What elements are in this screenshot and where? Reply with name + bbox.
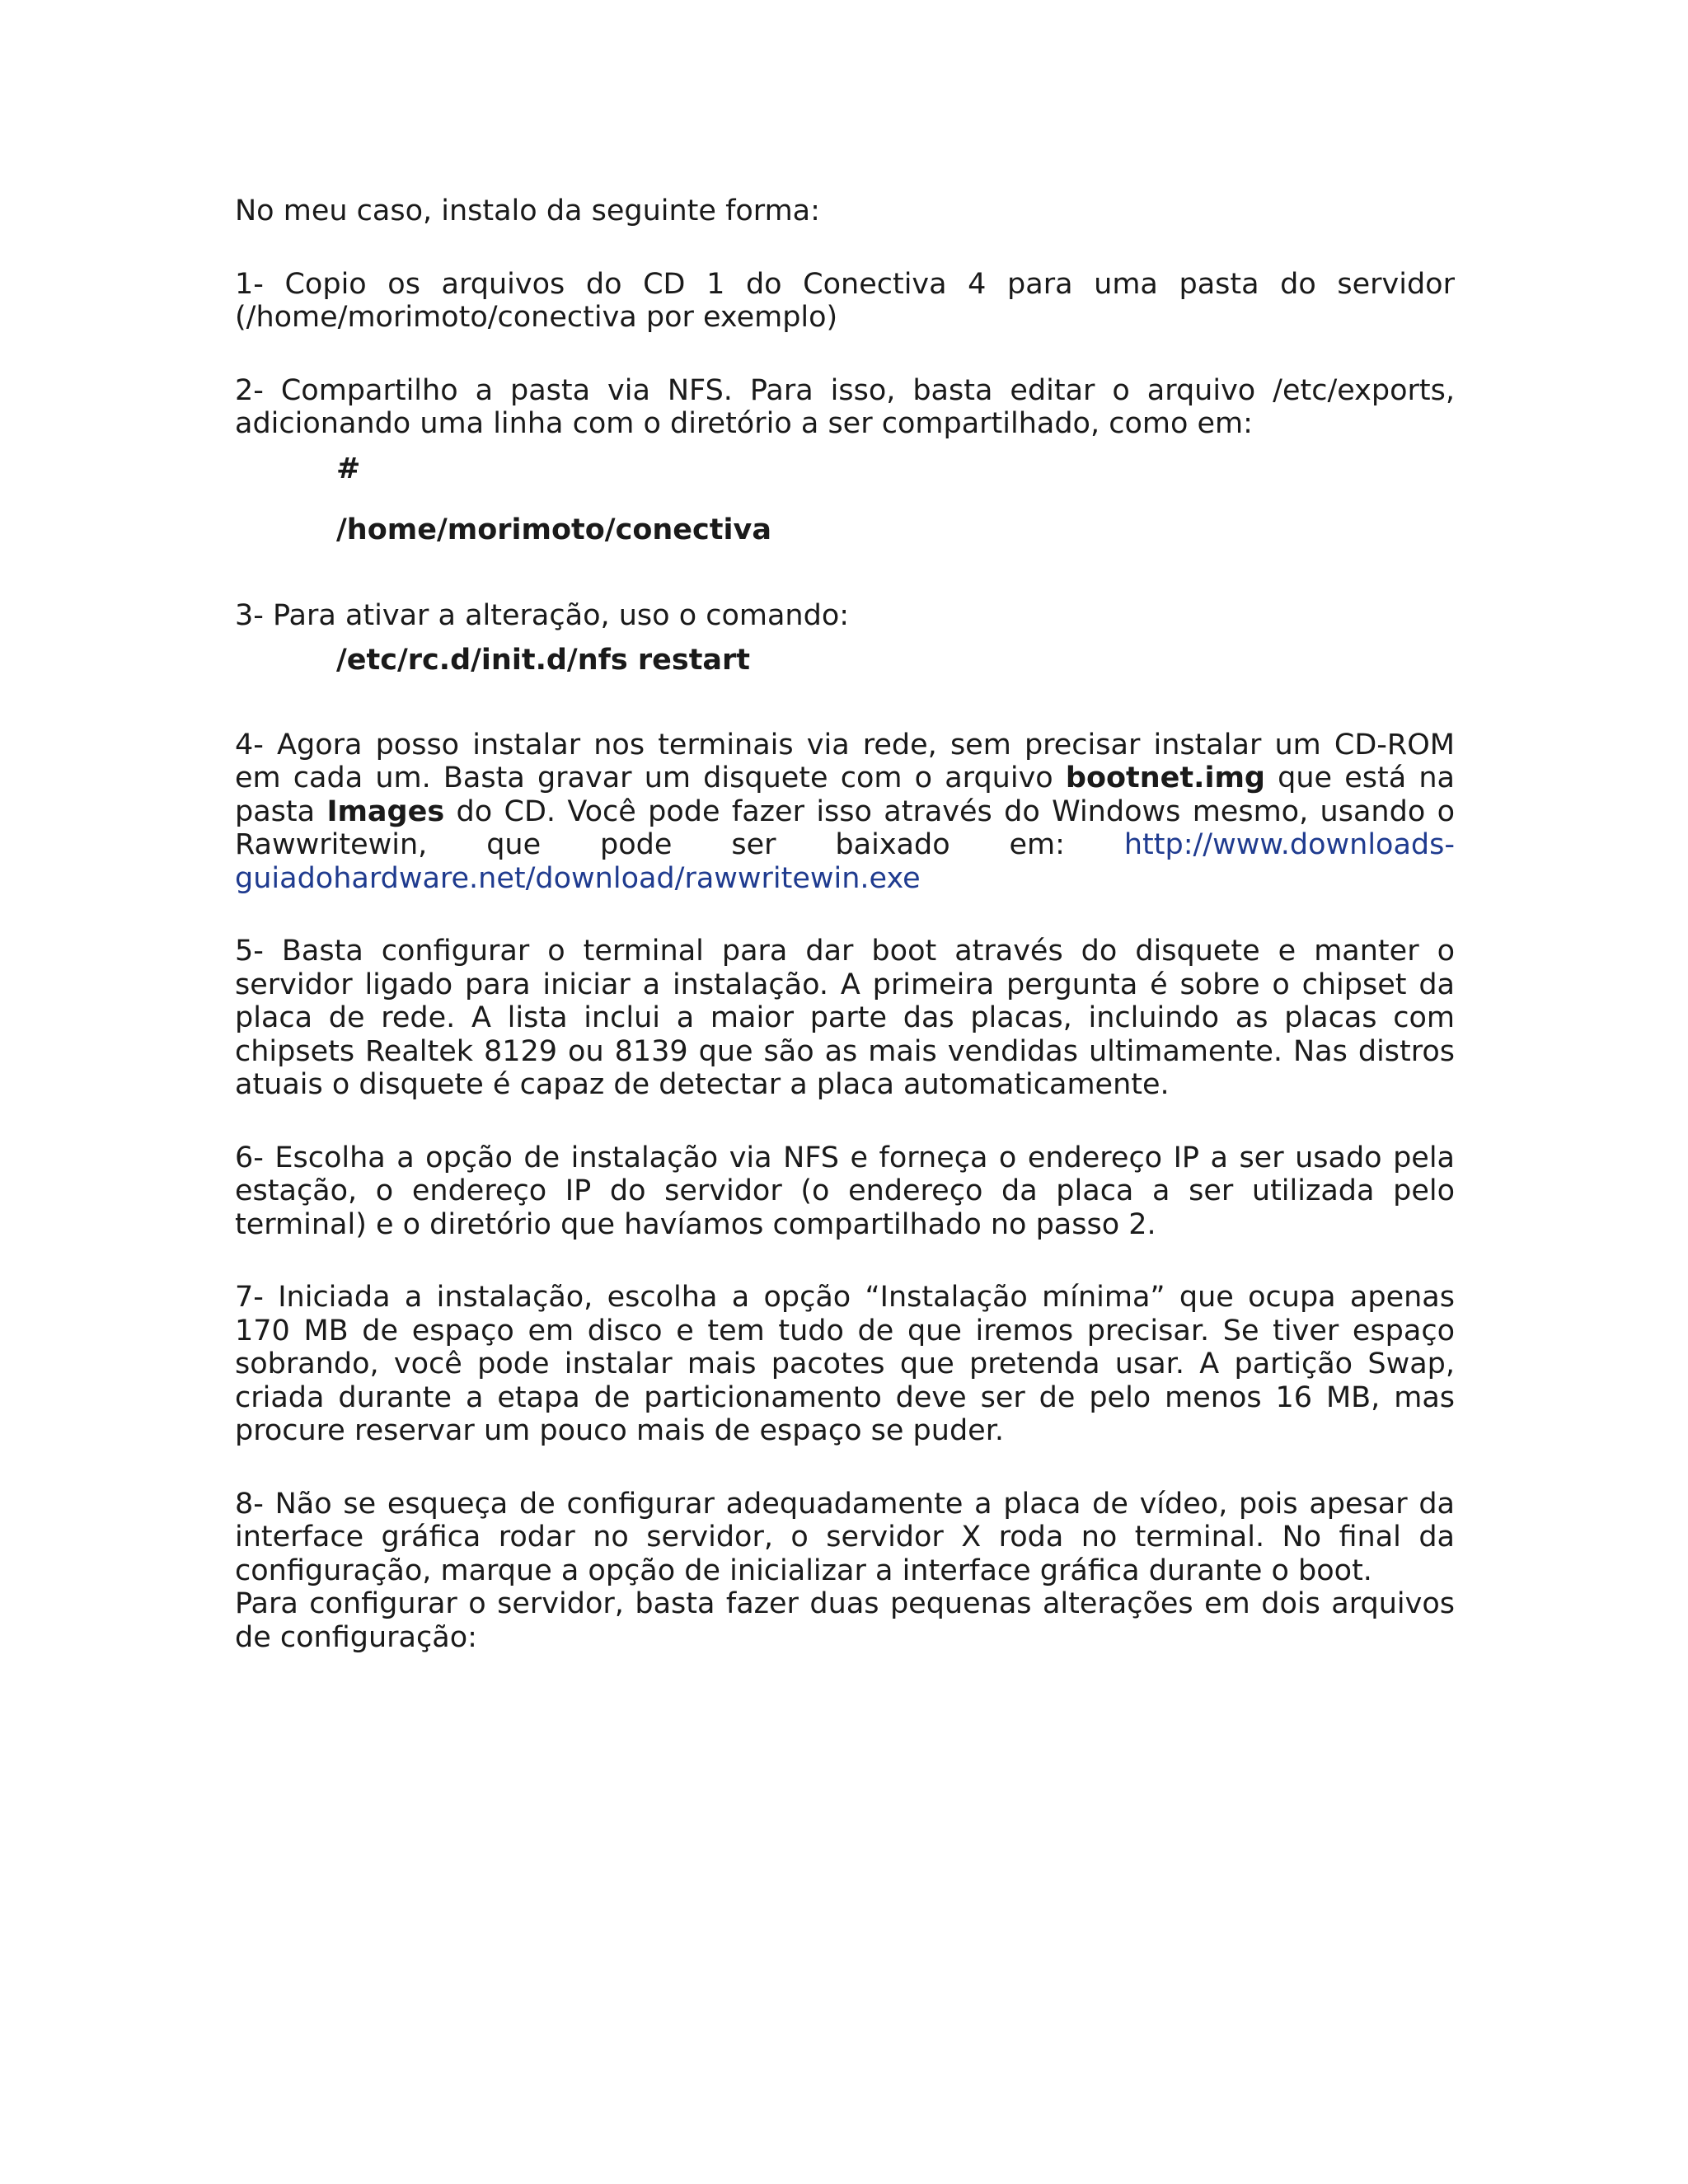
step-4-text-2: que está na pasta bbox=[235, 762, 1455, 828]
closing-paragraph: Para configurar o servidor, basta fazer duas pequenas alterações em dois arquivos de configuração: bbox=[235, 1587, 1455, 1654]
step-4-paragraph bbox=[235, 729, 1455, 896]
step-5-paragraph: 5- Basta configurar o terminal para dar boot através do disquete e manter o servidor ligado para iniciar a instalação. A primeira pergunta é sobre o chipset da placa de rede. A lista inclui a maior parte das placas, incluindo as placas com chipsets Realtek 8129 ou 8139 que são as mais vendidas ultimamente. Nas distros atuais o disquete é capaz de detectar a placa automaticamente. bbox=[235, 935, 1455, 1101]
step-2-paragraph: 2- Compartilho a pasta via NFS. Para isso, basta editar o arquivo /etc/exports, adicionando uma linha com o diretório a ser compartilhado, como em: bbox=[235, 373, 1455, 440]
step-7-paragraph: 7- Iniciada a instalação, escolha a opção “Instalação mínima” que ocupa apenas 170 MB de espaço em disco e tem tudo de que iremos precisar. Se tiver espaço sobrando, você pode instalar mais pacotes que pretenda usar. A partição Swap, criada durante a etapa de particionamento deve ser de pelo menos 16 MB, mas procure reservar um pouco mais de espaço se puder. bbox=[235, 1281, 1455, 1447]
step-6-paragraph: 6- Escolha a opção de instalação via NFS e forneça o endereço IP a ser usado pela estação, o endereço IP do servidor (o endereço da placa a ser utilizada pelo terminal) e o diretório que havíamos compartilhado no passo 2. bbox=[235, 1141, 1455, 1241]
images-folder: Images bbox=[326, 794, 445, 828]
step-4-text-3: do CD. Você pode fazer isso através do Windows mesmo, usando o Rawwritewin, que pode ser baixado em: bbox=[235, 794, 1456, 861]
step-1-paragraph: 1- Copio os arquivos do CD 1 do Conectiva 4 para uma pasta do servidor (/home/morimoto/conectiva por exemplo) bbox=[235, 267, 1455, 334]
intro-paragraph: No meu caso, instalo da seguinte forma: bbox=[235, 194, 820, 227]
code-hash: # bbox=[336, 452, 361, 485]
rawwritewin-download-link[interactable]: http://www.downloads-guiadohardware.net/download/rawwritewin.exe bbox=[235, 828, 1455, 895]
code-exports-path: /home/morimoto/conectiva bbox=[336, 513, 771, 546]
document-page bbox=[235, 194, 1455, 1654]
step-3-paragraph: 3- Para ativar a alteração, uso o comando: bbox=[235, 598, 850, 632]
step-8-paragraph: 8- Não se esqueça de configurar adequadamente a placa de vídeo, pois apesar da interface gráfica rodar no servidor, o servidor X roda no terminal. No final da configuração, marque a opção de inicializar a interface gráfica durante o boot. bbox=[235, 1487, 1455, 1587]
code-nfs-restart: /etc/rc.d/init.d/nfs restart bbox=[336, 644, 751, 677]
step-4-text-1: 4- Agora posso instalar nos terminais via rede, sem precisar instalar um CD-ROM em cada um. Basta gravar um disquete com o arquivo bbox=[235, 728, 1455, 794]
bootnet-filename: bootnet.img bbox=[1065, 762, 1265, 794]
